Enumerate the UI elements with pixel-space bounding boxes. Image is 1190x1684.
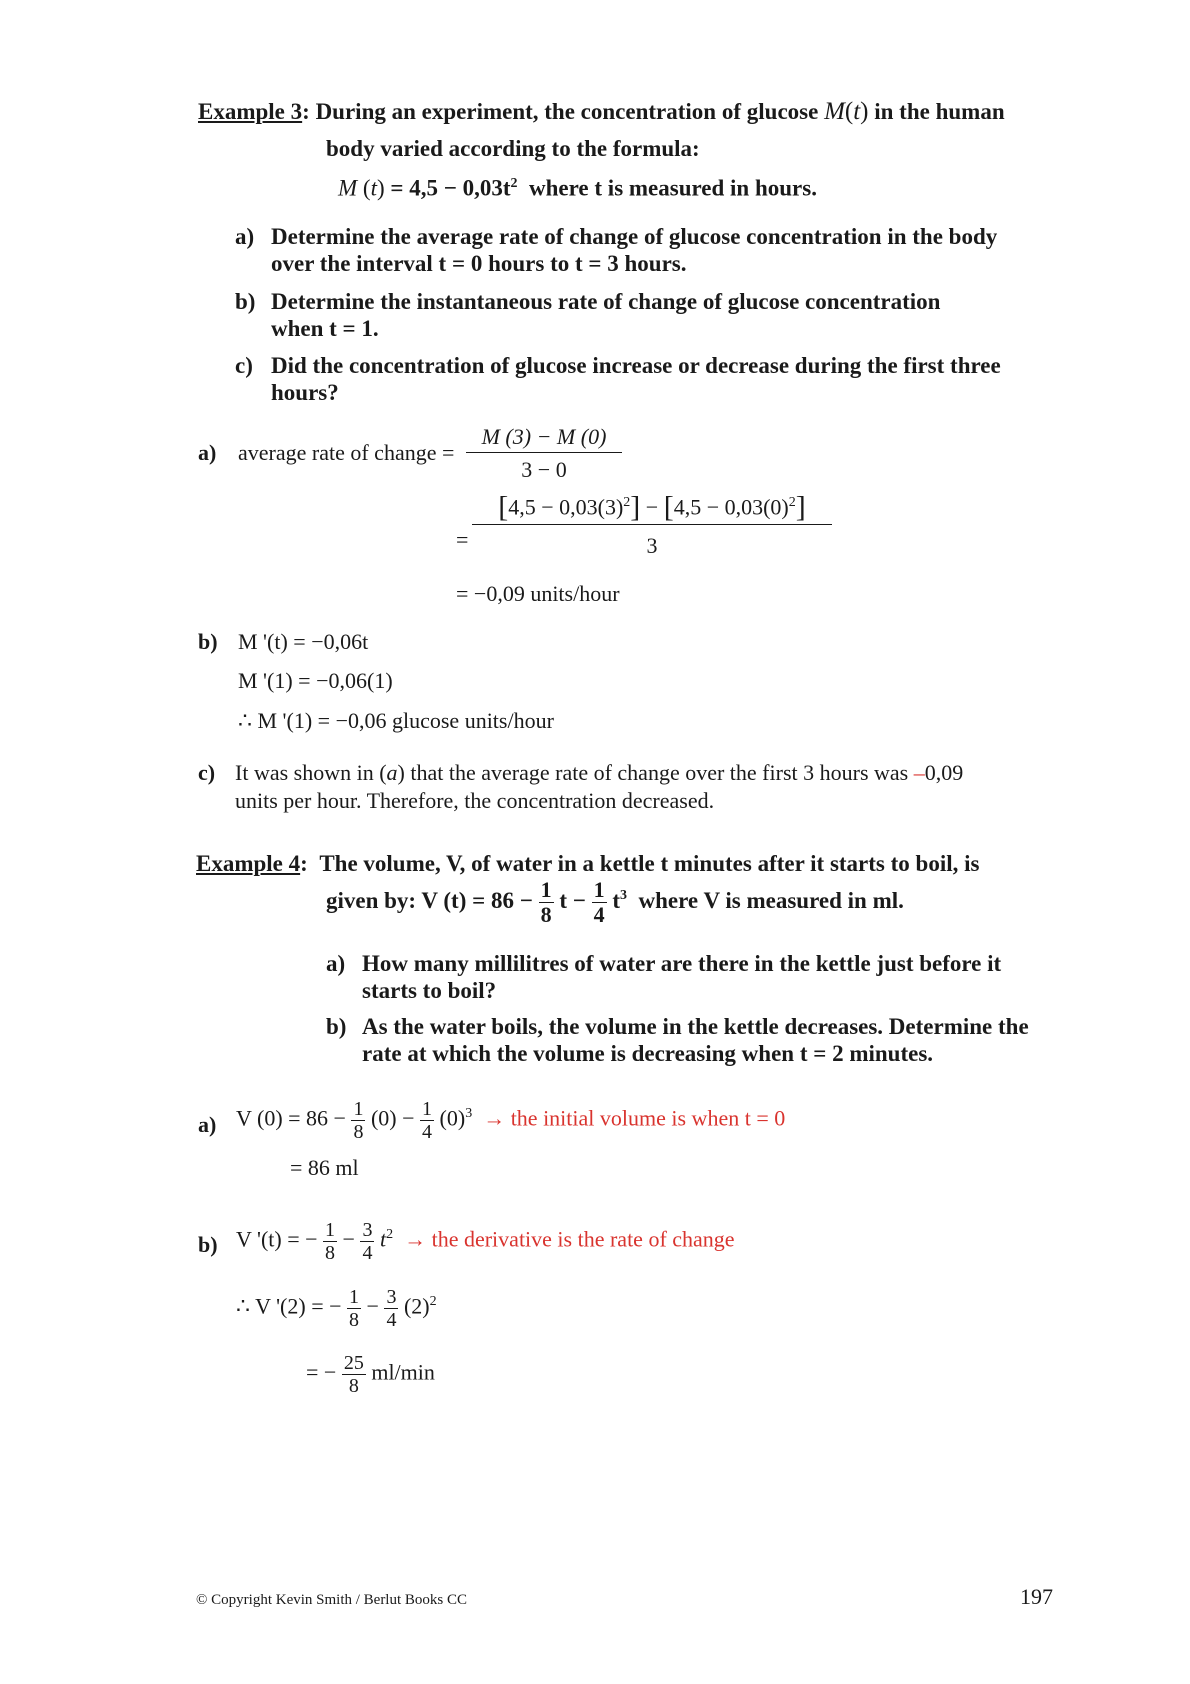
- c-text-start: It was shown in (: [235, 760, 387, 785]
- question-text: rate at which the volume is decreasing when t = 2 minutes.: [362, 1041, 934, 1066]
- question-text: when t = 1.: [271, 316, 379, 341]
- solution-c-line1: [235, 760, 963, 786]
- ex4-b2-minus: −: [366, 1293, 379, 1319]
- solution-b-line1: M '(t) = −0,06t: [238, 629, 369, 654]
- page-number: 197: [1020, 1584, 1053, 1609]
- ex4-b2-frac2: [384, 1286, 398, 1331]
- given-exp: 3: [620, 888, 627, 904]
- ex4-a-frac2: [420, 1098, 434, 1143]
- example3-heading-line: Example 3: During an experiment, the concentration of glucose M(t) in the human: [198, 98, 1005, 125]
- question-text: starts to boil?: [362, 978, 497, 1003]
- solution-a-lhs: average rate of change =: [238, 440, 455, 465]
- ex4-b2-exp: 2: [429, 1294, 437, 1310]
- example4-heading-line: Example 4: The volume, V, of water in a kettle t minutes after it starts to boil, is: [196, 851, 980, 876]
- frac-num: 1: [422, 1098, 433, 1120]
- example4-heading: Example 4: [196, 851, 301, 876]
- question-label: a): [326, 951, 346, 976]
- solution-a-frac2: [472, 490, 832, 559]
- ex4-a-note: → the initial volume is when t = 0: [483, 1105, 786, 1131]
- ex4-solution-b-label: b): [198, 1232, 218, 1257]
- solution-a-frac1: [466, 424, 622, 483]
- ex4-a-exp: 3: [465, 1106, 473, 1122]
- given-mid: t −: [559, 887, 586, 913]
- example4-question-a: [326, 950, 1001, 1004]
- ex4-b-minus: −: [342, 1226, 355, 1252]
- ex4-a-lhs: V (0) = 86 −: [236, 1105, 346, 1131]
- c-text-mid: ) that the average rate of change over the first 3 hours was: [397, 760, 914, 785]
- frac-den: 8: [348, 1375, 359, 1397]
- frac-num: 1: [593, 877, 605, 902]
- example4-question-b: [326, 1013, 1029, 1067]
- frac-num: 25: [343, 1352, 364, 1374]
- question-text: hours?: [271, 380, 339, 405]
- question-label: a): [235, 224, 255, 249]
- formula-note: where t is measured in hours.: [529, 175, 817, 201]
- solution-a-label: a): [198, 440, 217, 465]
- example3-question-a: [235, 223, 997, 277]
- ex4-b2-frac1: [347, 1286, 361, 1331]
- solution-b-line2: M '(1) = −0,06(1): [238, 668, 393, 693]
- frac-den: 4: [362, 1242, 373, 1264]
- frac-num: 1: [349, 1286, 360, 1308]
- frac-den: 8: [353, 1121, 364, 1143]
- ex4-solution-b-line3: [306, 1352, 435, 1397]
- ex4-b-lhs: V '(t) = −: [236, 1226, 318, 1252]
- frac-den: 4: [386, 1309, 397, 1331]
- footer-copyright: © Copyright Kevin Smith / Berlut Books CC: [196, 1592, 467, 1608]
- given-end-t: t: [612, 887, 620, 913]
- ex4-b-t: t: [379, 1226, 387, 1252]
- given-frac-a: [539, 878, 554, 927]
- frac2-exp-left: 2: [623, 495, 631, 510]
- solution-b-line3: ∴ M '(1) = −0,06 glucose units/hour: [238, 708, 554, 733]
- question-label: c): [235, 353, 253, 378]
- given-text: given by: V (t) = 86 −: [326, 887, 533, 913]
- example3-heading: Example 3: [198, 99, 303, 124]
- frac2-right: 4,5 − 0,03(0): [673, 494, 789, 520]
- example3-formula: M $(t) = 4,5 - 0,03t^2$ where t is measured in hours.: [338, 175, 817, 201]
- ex4-a-frac1: [351, 1098, 365, 1143]
- question-text: How many millilitres of water are there in the kettle just before it: [362, 951, 1002, 976]
- frac-num: 1: [540, 877, 552, 902]
- ex4-solution-b-line2: [236, 1286, 437, 1331]
- formula-arg: t: [370, 175, 377, 201]
- ex4-solution-b-line1: [236, 1219, 735, 1264]
- c-text-ref: a: [386, 760, 398, 785]
- frac-num: 3: [362, 1219, 373, 1241]
- frac-den: 4: [422, 1121, 433, 1143]
- ex4-b-frac1: [323, 1219, 337, 1264]
- ex4-b3-unit: ml/min: [371, 1359, 435, 1385]
- ex4-solution-a-result: = 86 ml: [290, 1155, 359, 1180]
- question-label: b): [235, 289, 256, 314]
- given-note: where V is measured in ml.: [638, 887, 904, 913]
- formula-rhs: = 4,5 − 0,03t: [390, 175, 511, 201]
- frac2-denominator: 3: [646, 533, 658, 559]
- formula-func: M: [338, 175, 358, 201]
- frac-num: 3: [386, 1286, 397, 1308]
- frac1-denominator: 3 − 0: [521, 457, 567, 482]
- question-text: over the interval t = 0 hours to t = 3 hours.: [271, 251, 687, 276]
- example3-question-c: [235, 352, 1001, 406]
- solution-b-label: b): [198, 629, 218, 654]
- frac-den: 8: [349, 1309, 360, 1331]
- example3-func-name: M: [824, 98, 845, 125]
- ex4-a-mid: (0) −: [370, 1105, 415, 1131]
- example3-question-b: [235, 288, 940, 342]
- ex4-a-end: (0): [439, 1105, 466, 1131]
- frac1-numerator: M (3) − M (0): [466, 424, 622, 453]
- example3-intro-line2: body varied according to the formula:: [326, 136, 700, 161]
- question-label: b): [326, 1014, 347, 1039]
- question-text: Did the concentration of glucose increase or decrease during the first three: [271, 353, 1001, 378]
- ex4-b3-lhs: = −: [306, 1359, 337, 1385]
- question-text: As the water boils, the volume in the kettle decreases. Determine the: [362, 1014, 1029, 1039]
- example4-given: [326, 878, 904, 927]
- c-text-minus: –: [913, 760, 925, 785]
- example3-intro-line1: During an experiment, the concentration of glucose: [315, 99, 819, 124]
- ex4-solution-a-label: a): [198, 1112, 217, 1137]
- frac2-exp-right: 2: [788, 495, 796, 510]
- frac-den: 4: [593, 902, 605, 927]
- ex4-b2-end: (2): [403, 1293, 430, 1319]
- frac-num: 1: [325, 1219, 336, 1241]
- question-text: Determine the instantaneous rate of change of glucose concentration: [271, 289, 941, 314]
- given-frac-b: [592, 878, 607, 927]
- ex4-b2-lhs: ∴ V '(2) = −: [236, 1293, 342, 1319]
- example4-intro-line1: The volume, V, of water in a kettle t minutes after it starts to boil, is: [319, 851, 980, 876]
- frac2-numerator: $[4,5 - 0,03(3)^2] - [4,5 - 0,03(0)^2]$: [472, 490, 832, 525]
- ex4-b-note: → the derivative is the rate of change: [404, 1226, 735, 1252]
- solution-a-result: = −0,09 units/hour: [456, 581, 620, 606]
- solution-c-label: c): [198, 760, 216, 785]
- ex4-solution-a-line1: [236, 1098, 785, 1143]
- formula-exp: 2: [510, 176, 518, 191]
- ex4-b-frac2: [360, 1219, 374, 1264]
- frac-num: 1: [353, 1098, 364, 1120]
- ex4-b3-frac: [342, 1352, 366, 1397]
- frac-den: 8: [540, 902, 552, 927]
- example3-func-arg: t: [853, 98, 861, 125]
- solution-c-line2: units per hour. Therefore, the concentration decreased.: [235, 788, 715, 813]
- ex4-b-exp: 2: [386, 1227, 394, 1243]
- frac-den: 8: [325, 1242, 336, 1264]
- frac2-left: 4,5 − 0,03(3): [508, 494, 624, 520]
- c-text-value: 0,09: [924, 760, 964, 785]
- example3-intro-line1-end: in the human: [874, 99, 1005, 124]
- question-text: Determine the average rate of change of glucose concentration in the body: [271, 224, 998, 249]
